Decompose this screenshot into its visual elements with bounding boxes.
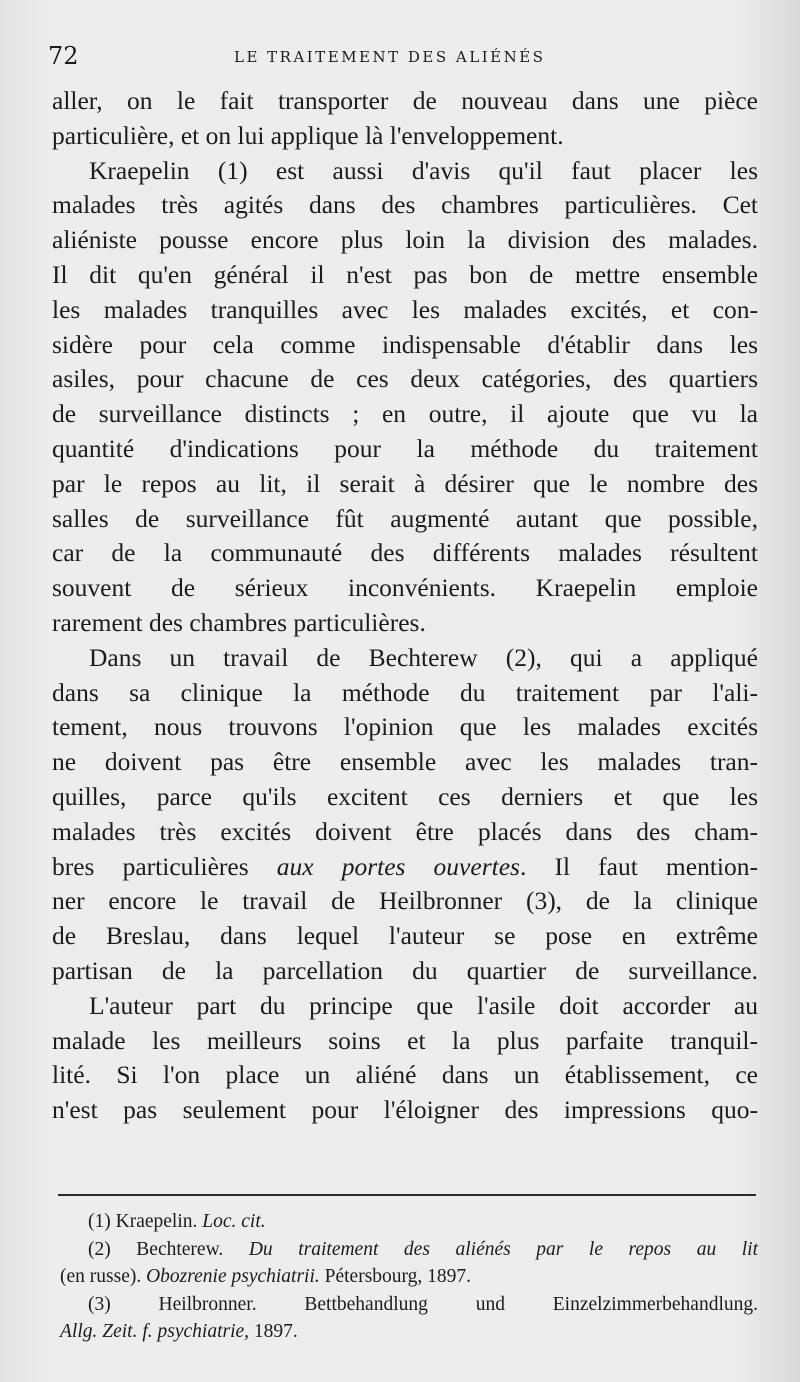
text-line: lité. Si l'on place un aliéné dans un établissement, ce [52,1060,758,1090]
text-line: aller, on le fait transporter de nouveau dans une pièce [52,86,758,115]
text-line: par le repos au lit, il serait à désirer que le nombre des [52,468,758,498]
footnote-3-cont [60,1318,758,1346]
text-line: ner encore le travail de Heilbronner (3), de la clinique [52,886,758,916]
text-line-mixed [52,850,758,885]
text-line: de surveillance distincts ; en outre, il ajoute que vu la [52,399,758,429]
body-text [52,84,758,1128]
footnote-3: (3) Heilbronner. Bettbehandlung und Einzelzimmerbehandlung. [88,1293,758,1315]
page-number: 72 [48,42,79,70]
footnote-italic: Obozrenie psychiatrii. [146,1266,320,1287]
text-line: Kraepelin (1) est aussi d'avis qu'il faut placer les [89,155,758,185]
text-line: salles de surveillance fût augmenté autant que possible, [52,503,758,533]
text-line: car de la communauté des différents malades résultent [52,538,758,568]
italic-phrase: aux portes ouvertes [276,851,520,881]
footnote-italic: Allg. Zeit. f. psychiatrie, [60,1321,250,1342]
text-line: asiles, pour chacune de ces deux catégories, des quartiers [52,364,758,394]
footnote-1 [60,1208,758,1236]
text-line: ne doivent pas être ensemble avec les malades tran- [52,747,758,777]
footnote-text: (en russe). [60,1266,142,1287]
text-line: les malades tranquilles avec les malades excités, et con- [52,294,758,324]
text-line: n'est pas seulement pour l'éloigner des impressions quo- [52,1095,758,1125]
footnote-2 [60,1236,758,1264]
footnotes [60,1208,758,1346]
footnote-italic: Du traitement des aliénés par le repos au lit [248,1238,759,1260]
text-line: malades très agités dans des chambres particulières. Cet [52,190,758,220]
text-line: de Breslau, dans lequel l'auteur se pose en extrême [52,921,758,951]
text-line: malade les meilleurs soins et la plus parfaite tranquil- [52,1025,758,1055]
page-header [44,42,754,72]
footnote-text: 1897. [253,1321,298,1342]
text-segment: . Il faut mention- [519,851,758,881]
footnote-text: (2) Bechterew. [88,1238,224,1260]
footnote-rule [58,1194,756,1196]
text-line: L'auteur part du principe que l'asile doit accorder au [89,990,758,1020]
text-line: dans sa clinique la méthode du traitement par l'ali- [52,677,758,707]
text-line: particulière, et on lui applique là l'enveloppement. [52,120,564,150]
footnote-2-cont [60,1263,758,1291]
text-line: quilles, parce qu'ils excitent ces derniers et que les [52,781,758,811]
text-segment: bres particulières [52,851,249,881]
text-line: aliéniste pousse encore plus loin la division des malades. [52,225,758,255]
text-line: quantité d'indications pour la méthode du traitement [52,433,758,463]
footnote-text: Pétersbourg, 1897. [324,1266,472,1287]
text-line: Dans un travail de Bechterew (2), qui a appliqué [89,642,758,672]
text-line: souvent de sérieux inconvénients. Kraepelin emploie [52,573,758,603]
text-line: partisan de la parcellation du quartier de surveillance. [52,955,758,985]
footnote-text: (1) Kraepelin. [88,1211,198,1232]
text-line: rarement des chambres particulières. [52,607,426,637]
text-line: tement, nous trouvons l'opinion que les malades excités [52,712,758,742]
running-head: LE TRAITEMENT DES ALIÉNÉS [234,48,546,66]
text-line: Il dit qu'en général il n'est pas bon de mettre ensemble [52,259,758,289]
text-line: sidère pour cela comme indispensable d'établir dans les [52,329,758,359]
text-line: malades très excités doivent être placés dans des cham- [52,816,758,846]
footnote-italic: Loc. cit. [202,1211,266,1232]
